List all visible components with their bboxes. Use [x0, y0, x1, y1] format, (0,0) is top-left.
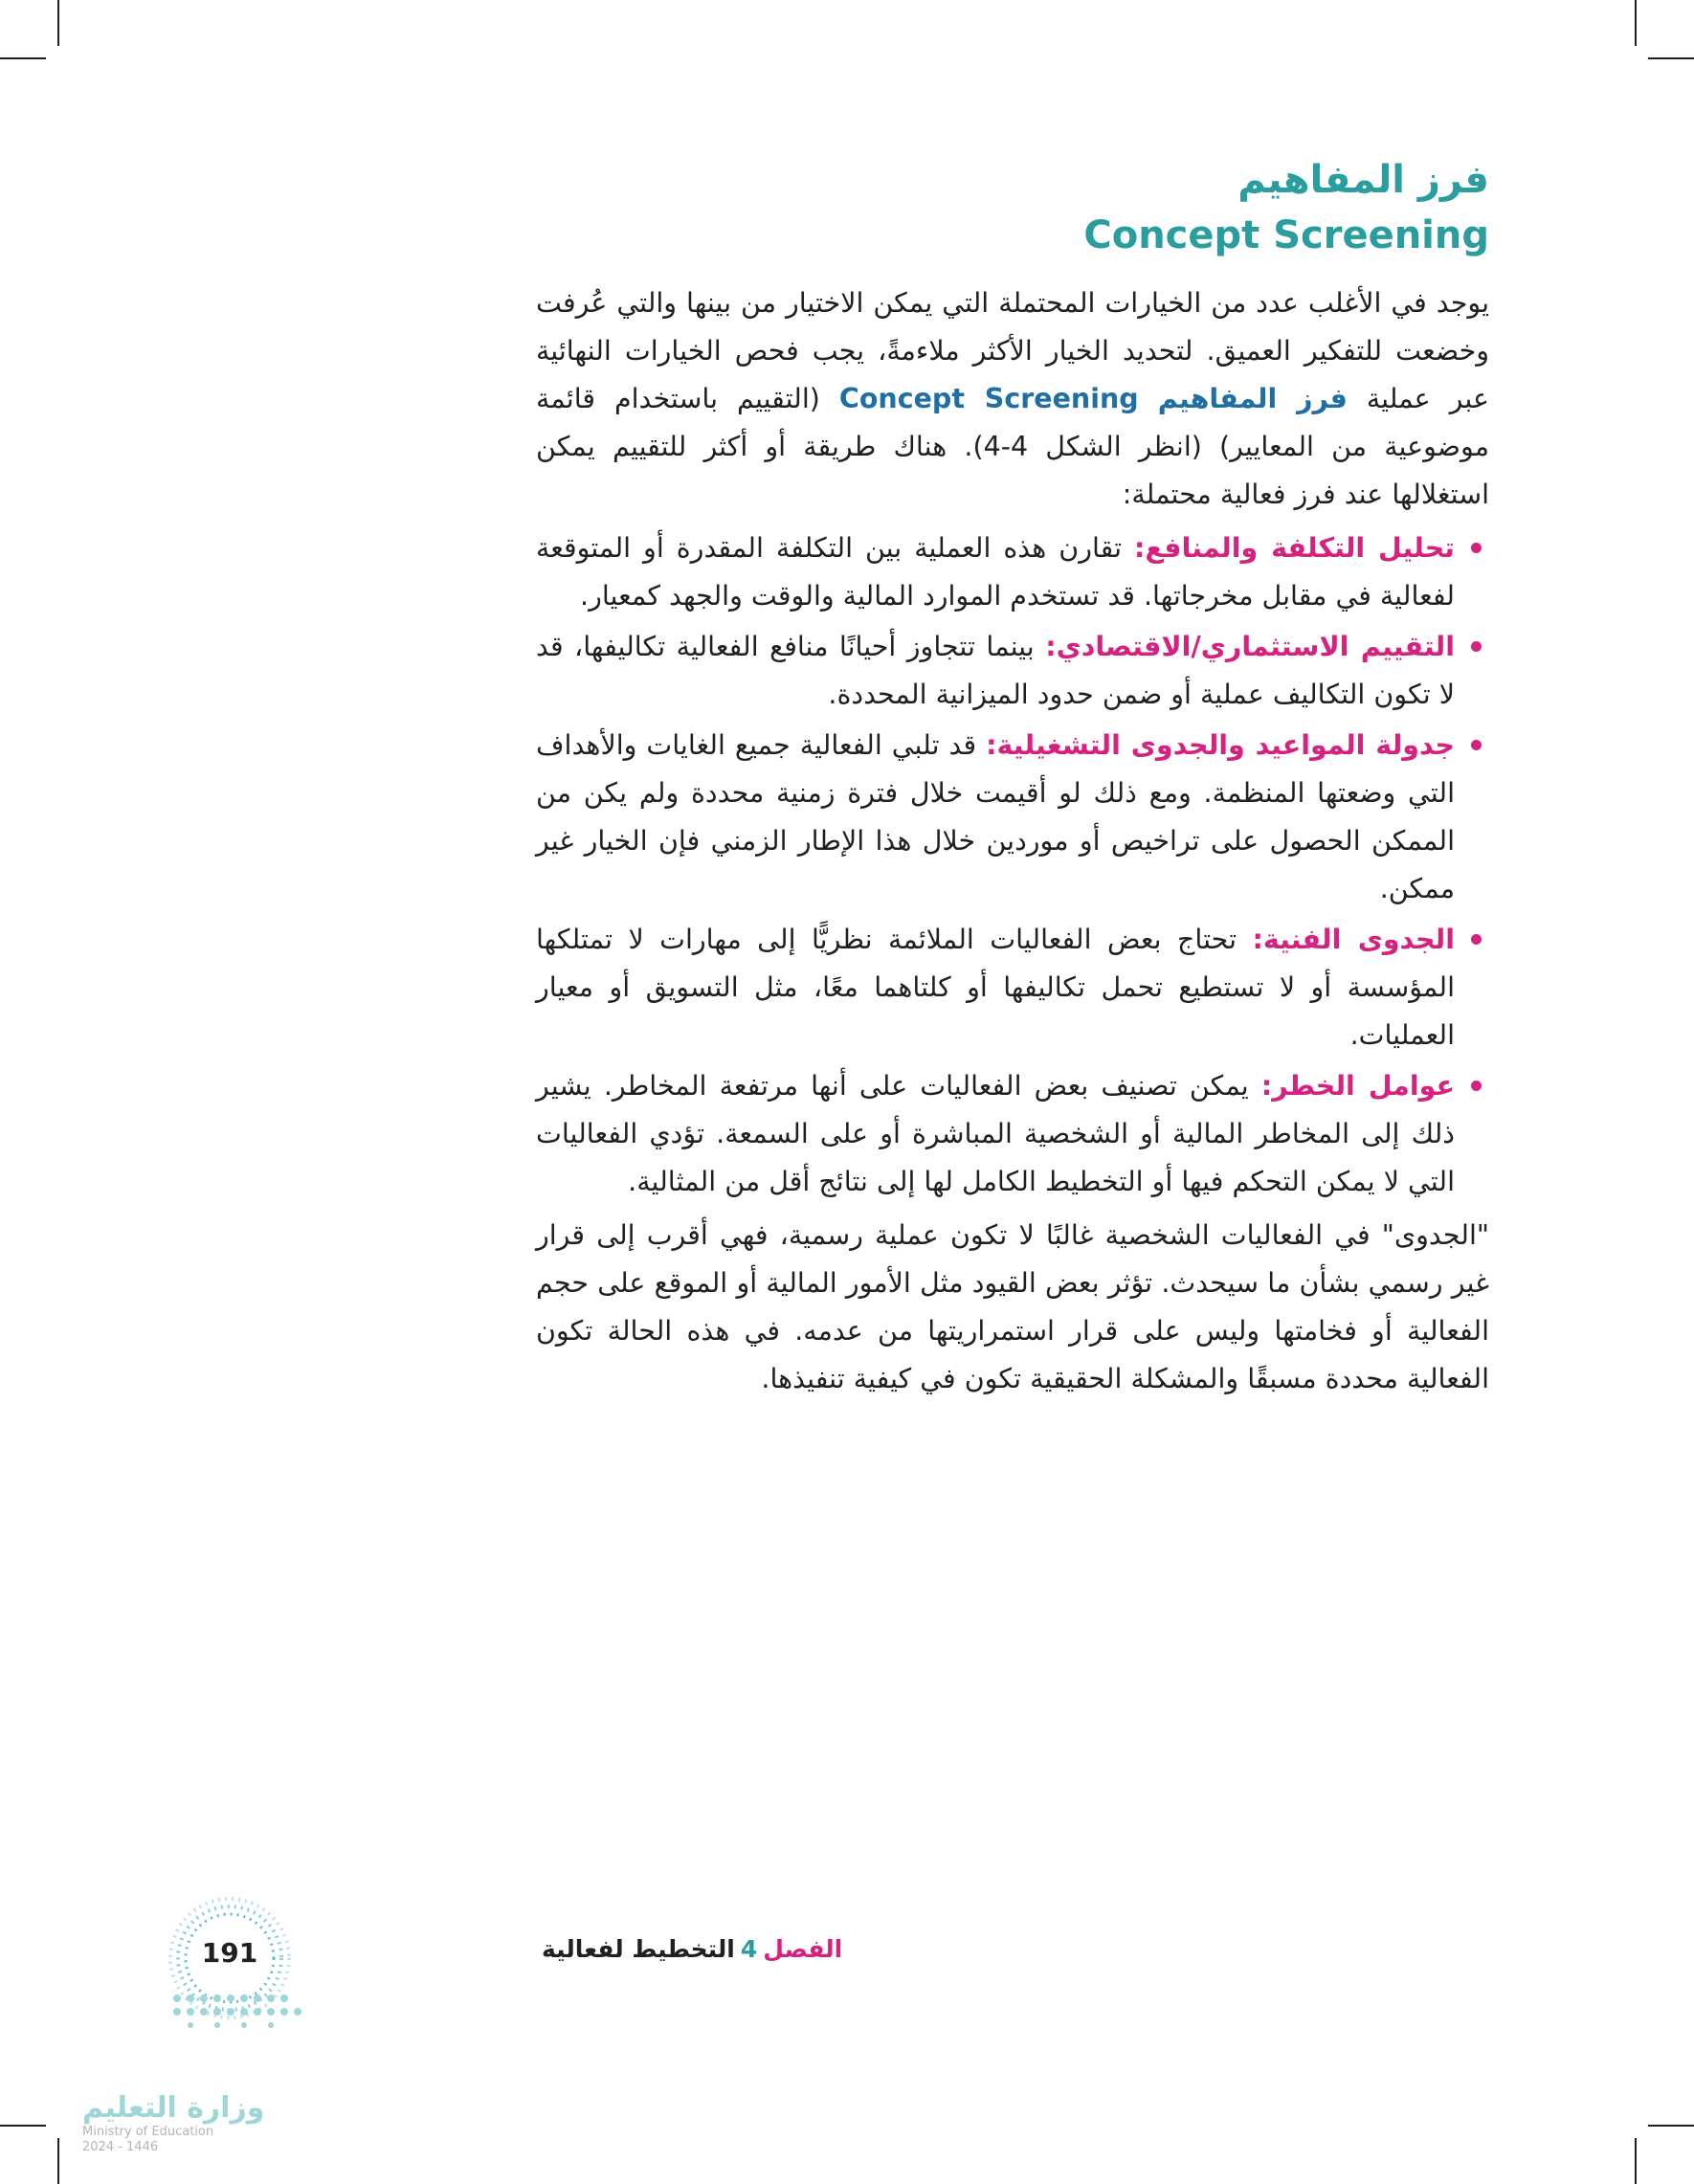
- closing-paragraph: "الجدوى" في الفعاليات الشخصية غالبًا لا تكون عملية رسمية، فهي أقرب إلى قرار غير رسمي بشأن ما سيحدث. تؤثر بعض القيود مثل الأمور المالية أو الموقع على حجم الفعالية أو فخامتها وليس على قرار استمراريتها من عدمه. في هذه الحالة تكون الفعالية محددة مسبقًا والمشكلة الحقيقية تكون في كيفية تنفيذها.: [536, 1219, 1489, 1394]
- ministry-logo-dots-icon: [167, 1991, 311, 2039]
- bullet-text: تحتاج بعض الفعاليات الملائمة نظريًّا إلى مهارات لا تمتلكها المؤسسة أو لا تستطيع تحمل تكاليفها أو كلتاهما معًا، مثل التسويق أو معيار العمليات.: [536, 924, 1455, 1051]
- bullet-text: تقارن هذه العملية بين التكلفة المقدرة أو المتوقعة لفعالية في مقابل مخرجاتها. قد تستخدم الموارد المالية والوقت والجهد كمعيار.: [536, 532, 1455, 612]
- bullet-dot-icon: [1471, 641, 1482, 652]
- bullet-term: تحليل التكلفة والمنافع:: [1134, 532, 1455, 564]
- bullet-dot-icon: [1471, 543, 1482, 553]
- main-content: [536, 153, 1489, 1403]
- keyword-arabic: فرز المفاهيم: [1157, 383, 1348, 414]
- bullet-term: التقييم الاستثماري/الاقتصادي:: [1045, 631, 1455, 662]
- page-number: 191: [201, 1937, 258, 1969]
- list-item: [536, 722, 1455, 913]
- ministry-name-english: Ministry of Education: [82, 2125, 214, 2139]
- bullet-dot-icon: [1471, 934, 1482, 945]
- crop-mark-bottom-right-h: [1648, 2125, 1694, 2127]
- keyword-english: Concept Screening: [838, 383, 1139, 414]
- bullet-text: بينما تتجاوز أحيانًا منافع الفعالية تكاليفها، قد لا تكون التكاليف عملية أو ضمن حدود الميزانية المحددة.: [536, 631, 1455, 710]
- section-title-english: Concept Screening: [1083, 213, 1489, 257]
- bullet-term: جدولة المواعيد والجدوى التشغيلية:: [986, 729, 1455, 761]
- intro-paragraph: [536, 279, 1489, 519]
- list-item: [536, 916, 1455, 1059]
- section-title-arabic: فرز المفاهيم: [1237, 158, 1489, 202]
- crop-mark-top-right-h: [1648, 57, 1694, 59]
- list-item: [536, 623, 1455, 719]
- evaluation-methods-list: [536, 524, 1489, 1206]
- list-item: [536, 524, 1455, 620]
- ministry-year: 2024 - 1446: [82, 2140, 159, 2154]
- bullet-text: يمكن تصنيف بعض الفعاليات على أنها مرتفعة المخاطر. يشير ذلك إلى المخاطر المالية أو الشخصية المباشرة أو على السمعة. تؤدي الفعاليات التي لا يمكن التحكم فيها أو التخطيط الكامل لها إلى نتائج أقل من المثالية.: [536, 1070, 1455, 1197]
- chapter-number: 4: [740, 1935, 758, 1963]
- footer-chapter-title: [536, 1935, 842, 1963]
- crop-mark-top-left-h: [0, 57, 46, 59]
- list-item: [536, 1062, 1455, 1206]
- ministry-watermark: [82, 2092, 274, 2155]
- chapter-name: التخطيط لفعالية: [542, 1935, 735, 1963]
- intro-text-part1: يوجد في الأغلب عدد من الخيارات المحتملة التي يمكن الاختيار من بينها والتي عُرفت وخضعت للتفكير العميق. لتحديد الخيار الأكثر ملاءمةً، يجب فحص الخيارات النهائية عبر عملية: [536, 287, 1489, 414]
- bullet-dot-icon: [1471, 740, 1482, 750]
- bullet-term: الجدوى الفنية:: [1252, 924, 1456, 955]
- crop-mark-bottom-left-h: [0, 2125, 46, 2127]
- crop-mark-top-left-v: [57, 0, 59, 46]
- bullet-text: قد تلبي الفعالية جميع الغايات والأهداف التي وضعتها المنظمة. ومع ذلك لو أقيمت خلال فترة زمنية محددة ولم يكن من الممكن الحصول على تراخيص أو موردين خلال هذا الإطار الزمني فإن الخيار غير ممكن.: [536, 729, 1455, 904]
- ministry-name-arabic: وزارة التعليم: [82, 2091, 265, 2125]
- crop-mark-top-right-v: [1635, 0, 1637, 46]
- chapter-label: الفصل: [763, 1935, 843, 1963]
- crop-mark-bottom-left-v: [57, 2138, 59, 2184]
- intro-text-part2: (التقييم باستخدام قائمة موضوعية من المعايير) (انظر الشكل 4-4). هناك طريقة أو أكثر للتقييم يمكن استغلالها عند فرز فعالية محتملة:: [536, 383, 1489, 510]
- bullet-dot-icon: [1471, 1081, 1482, 1091]
- crop-mark-bottom-right-v: [1635, 2138, 1637, 2184]
- bullet-term: عوامل الخطر:: [1260, 1070, 1456, 1102]
